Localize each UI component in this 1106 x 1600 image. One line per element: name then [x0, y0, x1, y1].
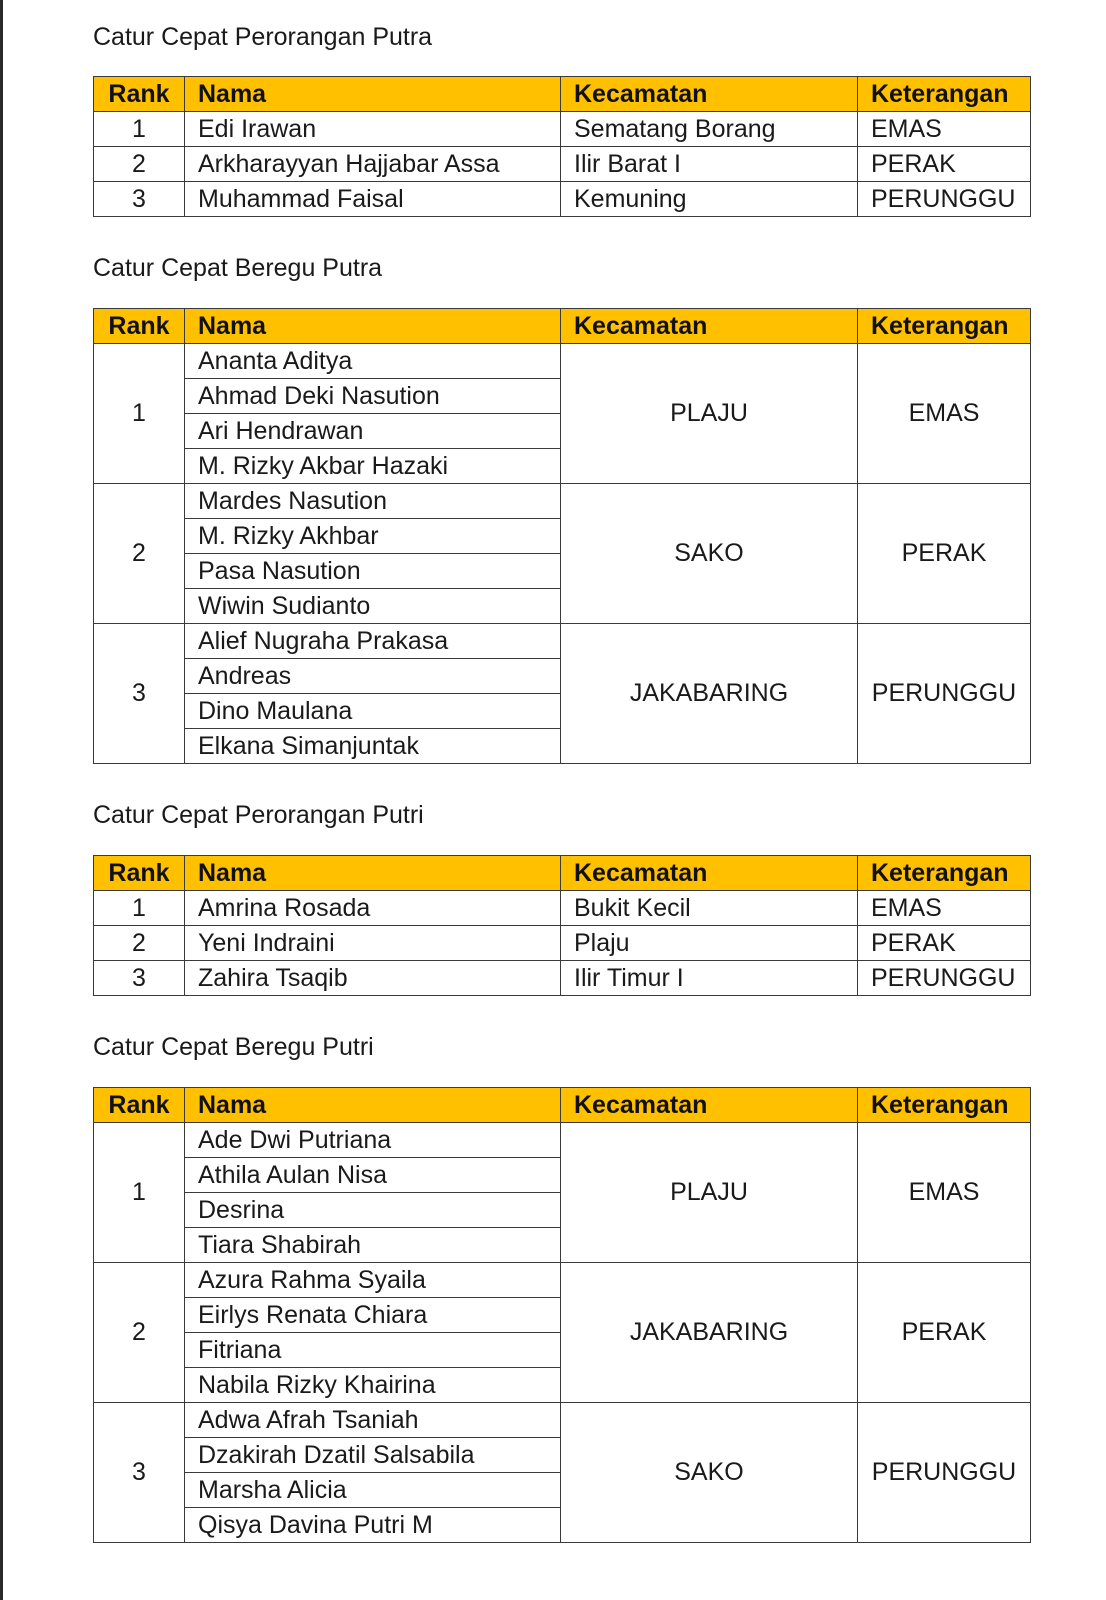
cell-nama: Zahira Tsaqib	[185, 961, 561, 996]
cell-rank: 2	[94, 484, 185, 624]
cell-rank: 1	[94, 112, 185, 147]
header-nama: Nama	[185, 1088, 561, 1123]
cell-member: Desrina	[185, 1193, 561, 1228]
table-perorangan-putri	[93, 855, 1031, 996]
table-perorangan-putra	[93, 76, 1031, 217]
table-row	[94, 1403, 1031, 1438]
cell-keterangan: PERAK	[858, 926, 1031, 961]
table-row	[94, 147, 1031, 182]
cell-kecamatan: SAKO	[561, 1403, 858, 1543]
table-row	[94, 926, 1031, 961]
cell-member: Wiwin Sudianto	[185, 589, 561, 624]
header-keterangan: Keterangan	[858, 1088, 1031, 1123]
table-row	[94, 182, 1031, 217]
cell-nama: Muhammad Faisal	[185, 182, 561, 217]
cell-kecamatan: JAKABARING	[561, 1263, 858, 1403]
table-row	[94, 344, 1031, 379]
cell-member: Dzakirah Dzatil Salsabila	[185, 1438, 561, 1473]
cell-nama: Edi Irawan	[185, 112, 561, 147]
table-row	[94, 1123, 1031, 1158]
cell-keterangan: PERAK	[858, 484, 1031, 624]
table-row	[94, 891, 1031, 926]
cell-member: Ari Hendrawan	[185, 414, 561, 449]
cell-member: M. Rizky Akbar Hazaki	[185, 449, 561, 484]
table-row	[94, 1263, 1031, 1298]
header-nama: Nama	[185, 309, 561, 344]
cell-kecamatan: PLAJU	[561, 1123, 858, 1263]
header-keterangan: Keterangan	[858, 856, 1031, 891]
header-rank: Rank	[94, 77, 185, 112]
cell-nama: Yeni Indraini	[185, 926, 561, 961]
header-keterangan: Keterangan	[858, 309, 1031, 344]
cell-member: Nabila Rizky Khairina	[185, 1368, 561, 1403]
cell-kecamatan: Ilir Timur I	[561, 961, 858, 996]
section-title-perorangan-putra: Catur Cepat Perorangan Putra	[93, 23, 433, 51]
cell-keterangan: PERUNGGU	[858, 1403, 1031, 1543]
cell-kecamatan: SAKO	[561, 484, 858, 624]
cell-member: Eirlys Renata Chiara	[185, 1298, 561, 1333]
cell-kecamatan: Ilir Barat I	[561, 147, 858, 182]
cell-rank: 3	[94, 624, 185, 764]
cell-keterangan: PERAK	[858, 147, 1031, 182]
cell-keterangan: EMAS	[858, 344, 1031, 484]
table-beregu-putri	[93, 1087, 1031, 1543]
cell-member: Pasa Nasution	[185, 554, 561, 589]
header-nama: Nama	[185, 77, 561, 112]
header-kecamatan: Kecamatan	[561, 77, 858, 112]
cell-rank: 3	[94, 182, 185, 217]
cell-member: M. Rizky Akhbar	[185, 519, 561, 554]
header-rank: Rank	[94, 1088, 185, 1123]
cell-member: Andreas	[185, 659, 561, 694]
table-row	[94, 624, 1031, 659]
cell-kecamatan: Kemuning	[561, 182, 858, 217]
cell-nama: Arkharayyan Hajjabar Assa	[185, 147, 561, 182]
cell-kecamatan: PLAJU	[561, 344, 858, 484]
cell-keterangan: PERUNGGU	[858, 961, 1031, 996]
cell-kecamatan: JAKABARING	[561, 624, 858, 764]
cell-member: Ananta Aditya	[185, 344, 561, 379]
cell-keterangan: PERUNGGU	[858, 182, 1031, 217]
cell-member: Dino Maulana	[185, 694, 561, 729]
header-keterangan: Keterangan	[858, 77, 1031, 112]
header-nama: Nama	[185, 856, 561, 891]
cell-kecamatan: Bukit Kecil	[561, 891, 858, 926]
cell-member: Ahmad Deki Nasution	[185, 379, 561, 414]
cell-rank: 2	[94, 147, 185, 182]
cell-member: Mardes Nasution	[185, 484, 561, 519]
cell-rank: 3	[94, 961, 185, 996]
cell-member: Adwa Afrah Tsaniah	[185, 1403, 561, 1438]
cell-kecamatan: Sematang Borang	[561, 112, 858, 147]
cell-member: Tiara Shabirah	[185, 1228, 561, 1263]
cell-rank: 3	[94, 1403, 185, 1543]
cell-member: Qisya Davina Putri M	[185, 1508, 561, 1543]
cell-member: Azura Rahma Syaila	[185, 1263, 561, 1298]
header-kecamatan: Kecamatan	[561, 1088, 858, 1123]
cell-rank: 2	[94, 1263, 185, 1403]
cell-nama: Amrina Rosada	[185, 891, 561, 926]
header-kecamatan: Kecamatan	[561, 309, 858, 344]
page-left-border	[0, 0, 3, 1600]
section-title-beregu-putri: Catur Cepat Beregu Putri	[93, 1033, 374, 1061]
cell-member: Fitriana	[185, 1333, 561, 1368]
header-row	[94, 1088, 1031, 1123]
cell-member: Athila Aulan Nisa	[185, 1158, 561, 1193]
header-rank: Rank	[94, 856, 185, 891]
cell-keterangan: PERUNGGU	[858, 624, 1031, 764]
cell-rank: 2	[94, 926, 185, 961]
section-title-beregu-putra: Catur Cepat Beregu Putra	[93, 254, 383, 282]
table-row	[94, 961, 1031, 996]
cell-keterangan: EMAS	[858, 891, 1031, 926]
header-rank: Rank	[94, 309, 185, 344]
cell-member: Ade Dwi Putriana	[185, 1123, 561, 1158]
cell-rank: 1	[94, 891, 185, 926]
cell-member: Elkana Simanjuntak	[185, 729, 561, 764]
header-row	[94, 856, 1031, 891]
header-kecamatan: Kecamatan	[561, 856, 858, 891]
cell-rank: 1	[94, 1123, 185, 1263]
header-row	[94, 77, 1031, 112]
table-row	[94, 112, 1031, 147]
cell-rank: 1	[94, 344, 185, 484]
table-beregu-putra	[93, 308, 1031, 764]
table-row	[94, 484, 1031, 519]
cell-kecamatan: Plaju	[561, 926, 858, 961]
header-row	[94, 309, 1031, 344]
cell-keterangan: PERAK	[858, 1263, 1031, 1403]
cell-member: Marsha Alicia	[185, 1473, 561, 1508]
cell-keterangan: EMAS	[858, 1123, 1031, 1263]
section-title-perorangan-putri: Catur Cepat Perorangan Putri	[93, 801, 424, 829]
cell-member: Alief Nugraha Prakasa	[185, 624, 561, 659]
cell-keterangan: EMAS	[858, 112, 1031, 147]
